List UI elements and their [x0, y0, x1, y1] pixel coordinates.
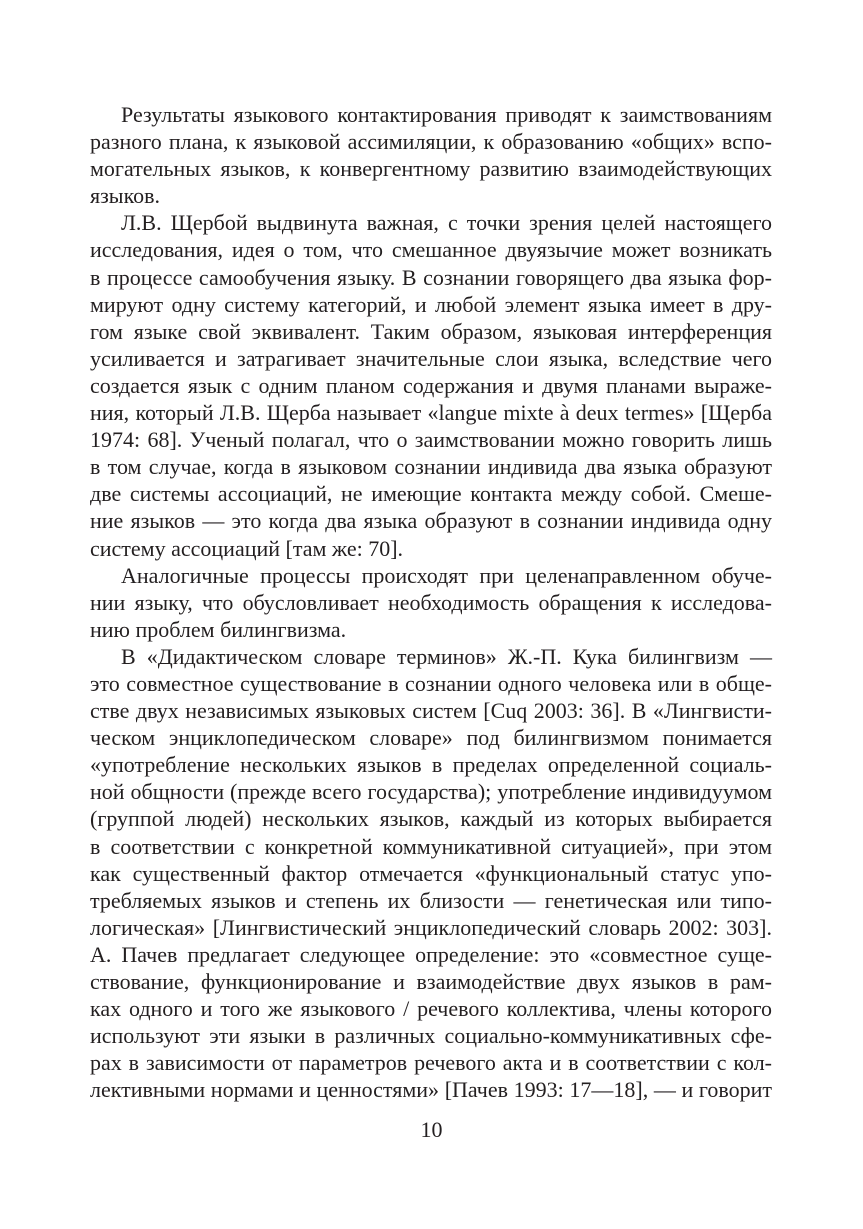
text-line: две системы ассоциаций, не имеющие контакта между собой. Смеше-: [90, 481, 772, 507]
text-line: ние языков — это когда два языка образуют в сознании индивида одну: [90, 508, 772, 534]
text-line: нию проблем билингвизма.: [90, 616, 347, 642]
text-line: Л.В. Щербой выдвинута важная, с точки зрения целей настоящего: [121, 210, 772, 236]
text-line: ческом энциклопедическом словаре» под билингвизмом понимается: [90, 725, 772, 751]
text-line: стве двух независимых языковых систем [Cuq 2003: 36]. В «Лингвисти-: [90, 698, 772, 724]
text-line: усиливается и затрагивает значительные слои языка, вследствие чего: [90, 345, 772, 371]
text-line: А. Пачев предлагает следующее определение: это «совместное суще-: [90, 941, 772, 967]
text-line: логическая» [Лингвистический энциклопедический словарь 2002: 303].: [90, 914, 772, 940]
text-line: требляемых языков и степень их близости — генетическая или типо-: [90, 887, 772, 913]
text-line: Результаты языкового контактирования приводят к заимствованиям: [121, 102, 772, 127]
text-line: в том случае, когда в языковом сознании индивида два языка образуют: [90, 454, 772, 480]
text-line: ния, который Л.В. Щерба называет «langue mixte à deux termes» [Щерба: [90, 400, 772, 426]
text-line: ной общности (прежде всего государства); употребление индивидуумом: [90, 779, 772, 805]
paragraph-2: [90, 209, 772, 561]
page-number: 10: [420, 1117, 443, 1142]
text-line: ствование, функционирование и взаимодействие двух языков в рам-: [90, 969, 772, 994]
text-line: создается язык с одним планом содержания и двумя планами выраже-: [90, 372, 772, 398]
text-line: (группой людей) нескольких языков, каждый из которых выбирается: [90, 806, 772, 832]
text-line: 1974: 68]. Ученый полагал, что о заимствовании можно говорить лишь: [90, 427, 772, 453]
text-line: мируют одну систему категорий, и любой элемент языка имеет в дру-: [90, 291, 772, 317]
text-line: это совместное существование в сознании одного человека или в обще-: [90, 670, 772, 696]
text-line: исследования, идея о том, что смешанное двуязычие может возникать: [90, 237, 772, 263]
text-line: ках одного и того же языкового / речевого коллектива, члены которого: [90, 996, 772, 1022]
text-line: используют эти языки в различных социально-коммуникативных сфе-: [90, 1023, 772, 1049]
paragraph-3: [90, 562, 772, 643]
text-line: в процессе самообучения языку. В сознании говорящего два языка фор-: [90, 264, 772, 290]
text-line: Аналогичные процессы происходят при целенаправленном обуче-: [121, 562, 772, 588]
text-line: нии языку, что обусловливает необходимость обращения к исследова-: [90, 589, 772, 615]
text-line: могательных языков, к конвергентному развитию взаимодействующих: [90, 156, 772, 182]
text-line: в соответствии с конкретной коммуникативной ситуацией», при этом: [90, 833, 772, 859]
paragraph-1: [90, 101, 772, 209]
text-line: гом языке свой эквивалент. Таким образом, языковая интерференция: [90, 318, 772, 344]
paragraph-4: [90, 643, 772, 1104]
text-line: лективными нормами и ценностями» [Пачев 1993: 17—18], — и говорит: [90, 1077, 772, 1103]
text-line: рах в зависимости от параметров речевого акта и в соответствии с кол-: [90, 1050, 772, 1076]
body-text: [90, 101, 772, 1103]
text-line: систему ассоциаций [там же: 70].: [90, 535, 404, 561]
text-line: В «Дидактическом словаре терминов» Ж.-П. Кука билингвизм —: [121, 643, 772, 669]
text-line: как существенный фактор отмечается «функциональный статус упо-: [90, 860, 772, 886]
text-line: языков.: [90, 183, 161, 209]
text-line: «употребление нескольких языков в пределах определенной социаль-: [90, 752, 772, 778]
text-line: разного плана, к языковой ассимиляции, к образованию «общих» вспо-: [90, 129, 772, 155]
